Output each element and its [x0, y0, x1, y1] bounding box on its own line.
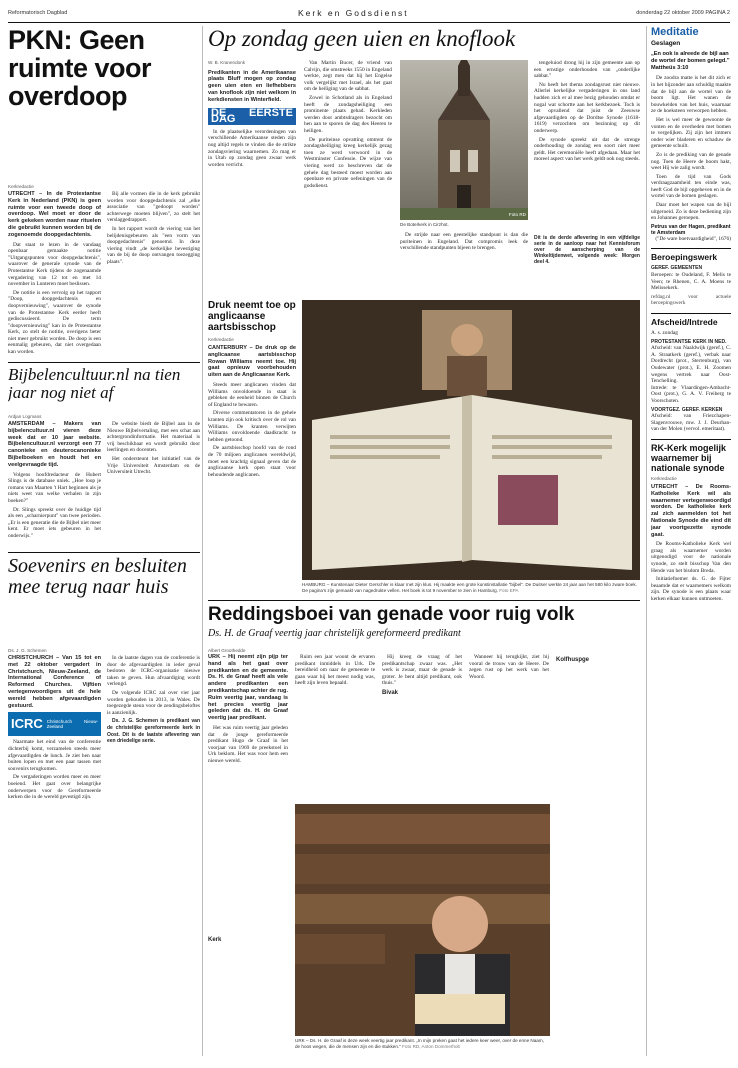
- kerkdag-paragraph: Nu heeft het thema zondagsrust niet nieuwe. Allerlei kerkelijke vergaderingen in ons land hadden zich er al mee bezig gehouden omdat er nogal wat schortte aan het kerkbezoek. Toch is het opvallend dat juist de Zeeuwse afgevaardigden op de Dordtse Synode (1618-1619) verzochten om bezinning op dit onderwerp.: [534, 81, 640, 134]
- knoflook-paragraph: Zowel in Schotland als in Engeland heeft de zondagsheiliging een prominente plaats gehad. Kerkleden werden door ambtsdragers bezocht om hen aan te sporen de dag des Heeren te heiligen.: [304, 94, 392, 134]
- icrc-logo: [8, 712, 101, 736]
- pkn-article: [8, 26, 200, 356]
- kerkdag-paragraph: De strijde naar een geestelijke standpunt is dan die puriteinen in Engeland. Dat compromis leek de verschillende standpunten bijeen te brengen.: [400, 232, 528, 252]
- bible-illustration: [302, 300, 640, 580]
- reddingsboei-paragraph: Hij kreeg de vraag of het predikantschap zwaar was. „Het werk is zwaar, maar de genade is groter. Je bent altijd predikant, ook thuis.": [382, 654, 462, 687]
- section-bivak: Bivak: [382, 689, 399, 696]
- boterkerk-caption: De Boterkerk in Cirzhot.: [400, 222, 449, 227]
- beroeping-heading: GEREF. GEMEENTEN: [651, 265, 703, 272]
- meditatie-signature: Petrus van der Hagen, predikant te Amsterdam: [651, 223, 731, 236]
- anglicaanse-headline: Druk neemt toe op anglicaanse aartsbisschop: [208, 300, 296, 333]
- afscheid-heading: PROTESTANTSE KERK IN NED.: [651, 338, 727, 345]
- sidebar: [651, 26, 731, 1056]
- paper-name: Reformatorisch Dagblad: [8, 10, 68, 16]
- meditatie-title: Meditatie: [651, 26, 699, 38]
- soevenirs-paragraph: Naarmate het eind van de conferentie dichterbij komt, verzamelen steeds meer afgevaardigden de lunch. Je ziet hen naar buiten lopen en met een paar tassen met souvenirs terugkomen.: [8, 739, 101, 772]
- soevenirs-byline: Ds. J. G. Schemen: [8, 648, 47, 653]
- anglicaanse-paragraph: Steeds meer anglicanen vinden dat Williams onvoldoende in staat is gebleken de eenheid binnen de Church of England te bewaren.: [208, 381, 296, 408]
- meditatie-subtitle: Geslagen: [651, 40, 681, 47]
- soevenirs-paragraph: In de laatste dagen van de conferentie is door de afgevaardigden in ieder geval besloten de ICRC-organisatie nieuwe taken te geven. Hun afvaardiging wordt verlengd.: [107, 655, 200, 688]
- kerkdag-paragraph: De synode spreekt uit dat de strenge onderhouding de zondag een soort niet meer geldt. Het ceremoniële heeft afgedaan. Maar het moreel aspect van het werk geldt ook nog steeds.: [534, 136, 640, 163]
- boterkerk-photo-label: Foto RD: [508, 212, 526, 218]
- reddingsboei-paragraph: Het was ruim veertig jaar geleden dat de jonge gereformeerde predikant Hugo de Graaf in het voorjaar van 1969 de preekstoel in Urk beklom. Het was voor hem een nieuwe wereld.: [208, 724, 288, 764]
- portrait-illustration: [295, 804, 550, 1036]
- bijbelencultuur-byline: Ardjan Logmans: [8, 414, 42, 419]
- anglicaanse-paragraph: Diverse commentatoren in de gehele kranten zijn ook kritisch over de rol van Williams. De kranten verwijten Williams onvoldoende daadkracht te hebben getoond.: [208, 410, 296, 443]
- pkn-paragraph: In het rapport wordt de viering van het belijdenisgebeuren als "een vorm van doopgedachtenis" genoemd. In deze viering vindt „de kerkelijke bevestiging van de bij de doop ontvangen toezegging plaats".: [107, 225, 200, 265]
- de-graaf-photo: [295, 804, 550, 1036]
- afscheid-entry: Intrede: te Vlaardingen-Ambacht-Oost (prot.), G. A. V. Freiberg te Voorschoten.: [651, 384, 731, 404]
- knoflook-headline: Op zondag geen uien en knoflook: [208, 26, 516, 51]
- beroeping-title: Beroepingswerk: [651, 252, 718, 263]
- soevenirs-article: [8, 556, 200, 1056]
- hamburg-caption-text: HAMBURG – Kunstenaar Dieter Gerschler is klaar met zijn klus. Hij maakte een grote kunstinstallatie "bijbel". De Duitser werkte 24 jaar aan het 580 kilo zware boek. De pagina's zijn gemaakt van nagedrukte vellen. Het boek is tot 9 november te zien in Hamburg.: [302, 582, 637, 593]
- rk-paragraph: De Rooms-Katholieke Kerk wel graag als waarnemer worden uitgenodigd voor de nationale synode, zo stelt bisschop Van den Hende van het bisdom Breda.: [651, 541, 731, 574]
- soevenirs-lead: CHRISTCHURCH – Van 15 tot en met 22 oktober vergadert in Christchurch, Nieuw-Zeeland, de International Conference of Reformed Churches. Vijftien vertegenwoordigers uit de hele wereld hebben afgevaardigden gestuurd.: [8, 655, 101, 709]
- meditatie-paragraph: Zo is de prediking van de genade nog. Toen de Heere de boom hakt, weet Hij wie zalig wordt.: [651, 151, 731, 172]
- de-graaf-caption: [295, 1038, 550, 1049]
- reddingsboei-lead: URK – Hij neemt zijn pijp ter hand als het gaat over predikanten en de gemeente. Ds. H. de Graaf heeft als vele andere predikanten een predikantschap achter de rug. Ruim veertig jaar, vandaag is het precies veertig jaar geleden dat ds. H. de Graaf veertig jaar predikant.: [208, 654, 288, 722]
- rk-lead: UTRECHT – De Rooms-Katholieke Kerk wil als waarnemer vertegenwoordigd worden. De katholieke kerk zal zich aanmelden tot het Nationale Synode die eind dit jaar voortgezette synode gaat.: [651, 483, 731, 538]
- kerkdag-paragraph: tengeluiod drong hij in zijn gemeente aan op een ernstige onderhouden van „onderlijke sabbat.": [534, 60, 640, 80]
- beroeping-link[interactable]: refdag.nl voor actuele beroepingswerk: [651, 293, 731, 307]
- reddingsboei-paragraph: Ruim een jaar woont de ervaren predikant inmiddels in Urk. De bereidheid om naar de gemeente te gaan waar hij het meest nodig was, heeft zijn leven bepaald.: [295, 654, 375, 687]
- meditatie-paragraph: Daar moet het wapen van de bijl uitgeroeid. Zo is deze bediening zijn en Johannes geroepen.: [651, 202, 731, 222]
- anglicaanse-lead: CANTERBURY – De druk op de anglicaanse aartsbisschop Rowan Williams neemt toe. Hij gaat opnieuw voorbehouden uiten aan de Anglicaanse Kerk.: [208, 345, 296, 379]
- church-illustration: [400, 60, 528, 220]
- beroeping-entry: Beroepen: te Oudeland, F. Melis te Veen; te Rhenen, C. A. Moens te Melissekerk.: [651, 272, 731, 292]
- hamburg-caption: [302, 582, 640, 593]
- soevenirs-headline: Soevenirs en besluiten mee terug naar huis: [8, 556, 187, 598]
- reddingsboei-paragraph: Wanneer hij terugkijkt, ziet hij vooral de trouw van de Heere. De zegen rust op het werk van het Woord.: [469, 654, 549, 680]
- rk-paragraph: Initiatiefnemer ds. G. de Fijter beaamde dat er waarnemers welkom zijn. De synode is een plaats waar kerken elkaar kunnen ontmoeten.: [651, 576, 731, 603]
- anglicaanse-paragraph: De aartsbisschop hoofd van de rond de 70 miljoen anglicanen wereldwijd, moet een krachtig signaal geven dat de anglicaanse kerk open staat voor behoudende anglicanen.: [208, 445, 296, 478]
- reddingsboei-article: [208, 604, 640, 1056]
- de-graaf-caption-text: URK – Ds. H. de Graaf is deze week veertig jaar predikant. „In mijn preken gaat het iedere keer weer, over de enne Naam, de hoos wegen, die de mensen zijn en die stukken.": [295, 1038, 544, 1049]
- anglicaanse-article: [208, 300, 296, 605]
- afscheid-entry: Afscheid: van Friezchapen-Slagenvrouwe, mw. J. J. Deurhan-van der Molen (vervol. emeritaat).: [651, 413, 731, 433]
- pkn-headline: PKN: Geen ruimte voor overdoop: [8, 25, 152, 111]
- icrc-logo-main: ICRC: [11, 716, 43, 732]
- bijbelencultuur-paragraph: Volgens hoofdredacteur de Hubert Slings is de database uniek. „Hoe loop je romans van Maarten 't Hart beginnen als je niets weet van welke verhalen in zijn boeken?": [8, 471, 101, 504]
- knoflook-paragraph: Van Martin Bucer, de vriend van Calvijn, die omstreeks 1550 in Engeland werkte, zegt men dat hij het Engelse volk vergelijkt met Israel, als het gaat om de heiliging van de sabbat.: [304, 60, 392, 93]
- knoflook-paragraph: In de plaatselijke verordeningen van verschillende Amerikaanse steden zijn nog altijd regels te vinden die de strikte zondagsviering waarnemen. Zo mag er in Utah op zondag geen zwaar werk worden verricht.: [208, 128, 296, 168]
- knoflook-lead: Predikanten in de Amerikaanse plaats Bluff mogen op zondag geen uien eten en liefhebbers van knoflook zijn niet welkom in kerkdiensten in Winterfield.: [208, 69, 296, 103]
- meditatie-quote: „En ook is alreede de bijl aan de wortel der bomen gelegd." Mattheüs 3:10: [651, 51, 730, 71]
- meditatie-paragraph: Het is wel meer de gewoonte de vonten en de overheden met bomen te vergelijken. Zij zijn het immers onder wier bladeren en schaduw de gemeente schuilt.: [651, 116, 731, 150]
- bijbelencultuur-article: [8, 366, 200, 541]
- eerste-dag-label: DE EERSTE DAG: [208, 108, 296, 125]
- soevenirs-paragraph: De volgende ICRC zal over vier jaar worden gehouden in 2013, in Wales. De toegezegde steun voor de zendingsbeloftes is aanzienlijk.: [107, 689, 200, 716]
- reddingsboei-headline: Reddingsboei van genade voor ruig volk: [208, 604, 575, 625]
- meditatie-paragraph: Toen de tijd van Gods verdraagzaamheid ten einde was, heeft God de bijl opgeheven en in de wortel van de bomen geslagen.: [651, 173, 731, 200]
- giant-bible-photo: [302, 300, 640, 580]
- pkn-paragraph: Bij alle vormen die in de kerk gebruikt worden voor doopgedachtenis zal „elke associatie van "gedoopt worden" achterwege moeten blijven", zo stelt het verslaggedrapport.: [107, 191, 200, 224]
- section-kolfhuspge: Kolfhuspge: [556, 657, 589, 663]
- bijbelencultuur-headline: Bijbelencultuur.nl na tien jaar nog niet af: [8, 366, 181, 402]
- hamburg-credit: Foto EPA: [499, 587, 519, 593]
- bijbelencultuur-paragraph: De website biedt de Bijbel aan in de Nieuwe Bijbelvertaling, met een schat aan achtergrondinformatie. Het materiaal is vrij beschikbaar en wordt gebruikt door leerlingen en docenten.: [107, 421, 200, 454]
- afscheid-title: Afscheid/Intrede: [651, 317, 718, 328]
- pkn-byline: Kerkredactie: [8, 184, 34, 189]
- page-date: donderdag 22 oktober 2009 PAGINA 2: [636, 10, 730, 16]
- rk-title: RK-Kerk mogelijk waarnemer bij nationale synode: [651, 442, 727, 473]
- soevenirs-note: Ds. J. G. Schemen is predikant van de christelijke gereformeerde kerk in Oost. Dit is de laatste aflevering van een driedelige serie.: [107, 718, 200, 745]
- meditatie-source: ("De ware boetvaardigheid", 1676): [655, 235, 731, 242]
- boterkerk-photo: [400, 60, 528, 220]
- series-note: Dit is de derde aflevering in een vijfdelige serie in de aanloop naar het Kennisforum over de aanscherping van de Winkeltijdenwet, volgende week: Morgen deel 4.: [534, 235, 640, 265]
- reddingsboei-byline: Albert Groothedde: [208, 648, 246, 653]
- de-graaf-credit: Foto RD, Anton Dommerholt: [402, 1043, 460, 1049]
- bijbelencultuur-paragraph: Het ondersteunt het initiatief van de Vrije Universiteit Amsterdam en de Universiteit Utrecht.: [107, 455, 200, 476]
- meditatie-paragraph: De zoodra matte is het dit zich er in het bijzonder aan schuldig maakte dat de bijl aan de wortel van de boom ligt. Het wanen de bouwkelden van het huis, waarnaar ze de hoeksteen verworpen hebben.: [651, 75, 731, 115]
- pkn-paragraph: De notitie is een vervolg op het rapport "Doop, doopgedachtenis en doopvernieuwing", waarover de synode van de Protestantse Kerk eerder heeft gediscussieerd. De term "doopvernieuwing" kan in de Protestantse Kerk, zo stelt de notitie, overigens beter niet meer gebruikt worden. De doop is een eenmalig gebeuren, dat niet overgedaan kan worden.: [8, 289, 101, 356]
- afscheid-heading: VOORTGEZ. GEREF. KERKEN: [651, 406, 723, 413]
- rk-byline: Kerkredactie: [651, 475, 677, 481]
- reddingsboei-subhead: Ds. H. de Graaf veertig jaar christelijk gereformeerd predikant: [208, 628, 461, 639]
- bijbelencultuur-lead: AMSTERDAM – Makers van bijbelencultuur.nl vieren deze week dat er 10 jaar website. Bijbelencultuur.nl verzorgt een 77 canonieke en deuterocanonieke Bijbelboeken en houdt het en veelgevraagde tijd.: [8, 421, 101, 468]
- pkn-lead: UTRECHT – In de Protestantse Kerk in Nederland (PKN) is geen ruimte voor een tweede doop of overdoop. Wel moet er door de kerk gekeken worden naar rituelen die gebruikt kunnen worden bij de zogenoemde doopgedachtenis.: [8, 191, 101, 238]
- masthead: [8, 6, 730, 22]
- icrc-logo-sub: Christchurch Nieuw-Zeeland: [46, 719, 98, 730]
- knoflook-byline: W. B. Kranendonk: [208, 60, 246, 65]
- section-kerk: Kerk: [208, 937, 222, 943]
- pkn-paragraph: Dat staat te lezen in de vandaag openbaar gemaakte notitie "Uitgangspunten voor doopgedachtenis", waarover de generale synode van de Protestantse Kerk tijdens de zogenaamde vergadering van 12 tot en met 14 november in Lunteren moet beslissen.: [8, 241, 101, 288]
- anglicaanse-byline: Kerkredactie: [208, 337, 234, 342]
- section-title: Kerk en Godsdienst: [298, 8, 409, 18]
- bijbelencultuur-paragraph: Dr. Slings spreekt over de huidige tijd als een „scharnierpunt" van twee perioden. „Er is een generatie die de Bijbel niet meer kent. Er moet iets gebeuren in het onderwijs.": [8, 506, 101, 539]
- soevenirs-paragraph: De vergaderingen worden meer en meer boeiend. Het gaat over belangrijke onderwerpen voor de Gereformeerde kerken die in de wereld gevestigd zijn.: [8, 774, 101, 801]
- knoflook-paragraph: De puriteinse opvatting omtrent de zondagsheiliging kreeg kerkelijk gezag toen ze werd verwoord in de Westminster Confessie. De wijze van viering werd zo beschreven dat de gehele dag besteed moest worden aan openbare en private oefeningen van de godsdienst.: [304, 136, 392, 189]
- afscheid-date: A. s. zondag: [651, 330, 678, 337]
- afscheid-entry: Afscheid: van Naaldwijk (geref.), C. A. Straatkerk (geref.), verbak naar Dordrecht (prot., Sterrenburg), van Oudewater (prot.), E. H. Zoomen wegens vertrek naar Oost-Tenchelling.: [651, 345, 731, 385]
